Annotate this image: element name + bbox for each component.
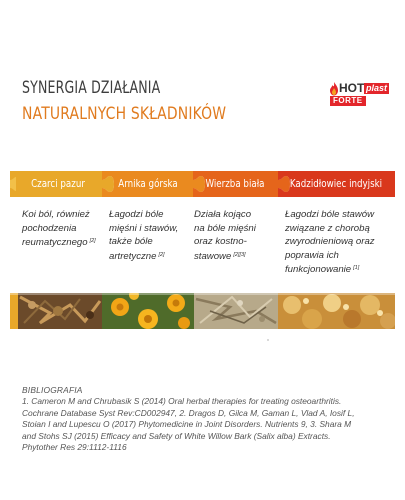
logo-hot-text: HOT: [339, 81, 365, 95]
description-line: mięśni i stawów,: [109, 222, 179, 234]
description-line: zwyrodnieniową oraz: [285, 236, 375, 248]
reference-mark: [2]: [158, 251, 165, 258]
description-line: także bóle: [109, 236, 153, 248]
description-line: Koi ból, również: [22, 209, 90, 220]
description-line: związane z chorobą: [285, 222, 370, 234]
page-title: SYNERGIA DZIAŁANIA: [22, 78, 161, 98]
description-line: Działa kojąco: [194, 209, 252, 220]
description-line: reumatycznego: [22, 237, 88, 249]
decorative-dot: [267, 339, 269, 341]
description-line: Łagodzi bóle stawów: [285, 209, 375, 220]
ingredient-label-kadzidlowiec: Kadzidłowiec indyjski: [289, 177, 383, 190]
ingredient-description-1: [22, 208, 102, 250]
bibliography-heading: BIBLIOGRAFIA: [22, 385, 83, 395]
arnica-photo: [102, 293, 194, 329]
reference-mark: [2][3]: [233, 251, 246, 258]
willow-bark-photo: [194, 293, 278, 329]
frankincense-photo: [278, 293, 395, 329]
hot-plast-forte-logo: [329, 82, 391, 110]
reference-mark: [1]: [353, 265, 360, 272]
bibliography-line: Phytother Res 29:1112-1116: [22, 442, 127, 453]
ingredient-description-3: [194, 208, 276, 263]
description-line: na bóle mięśni: [194, 222, 256, 234]
logo-plast-text: plast: [366, 83, 388, 93]
description-line: stawowe: [194, 250, 232, 262]
bibliography-line: Stoian I and Lupescu O (2017) Phytomedicine in Joint Disorders. Nutrients 9, 3. Shara M: [22, 419, 352, 430]
ingredient-label-wierzba: Wierzba biała: [205, 177, 265, 190]
bibliography-line: Cochrane Database Syst Rev:CD002947, 2. Dragos D, Gilca M, Gaman L, Vlad A, Iosif L,: [22, 407, 355, 418]
description-line: funkcjonowanie: [285, 264, 352, 276]
devils-claw-photo: [10, 293, 102, 329]
description-line: artretyczne: [109, 250, 157, 262]
description-line: oraz kostno-: [194, 236, 247, 248]
ingredient-label-arnika: Arnika górska: [118, 177, 178, 190]
flame-icon: [329, 82, 339, 96]
ingredient-label-czarci-pazur: Czarci pazur: [31, 177, 85, 190]
ingredient-description-2: [109, 208, 189, 263]
bibliography-line: 1. Cameron M and Chrubasik S (2014) Oral herbal therapies for treating osteoarthritis.: [22, 396, 342, 406]
bibliography-line: and Stohs SJ (2015) Efficacy and Safety of White Willow Bark (Salix alba) Extracts.: [22, 430, 331, 441]
description-line: pochodzenia: [22, 222, 77, 234]
bibliography-list: [22, 396, 382, 454]
reference-mark: [2]: [89, 238, 96, 245]
description-line: poprawia ich: [285, 249, 339, 261]
logo-forte-text: FORTE: [330, 96, 366, 106]
ingredients-photo-strip: [10, 293, 395, 329]
ingredient-description-4: [285, 208, 393, 277]
description-line: Łagodzi bóle: [109, 209, 164, 220]
page-subtitle: NATURALNYCH SKŁADNIKÓW: [22, 104, 227, 124]
